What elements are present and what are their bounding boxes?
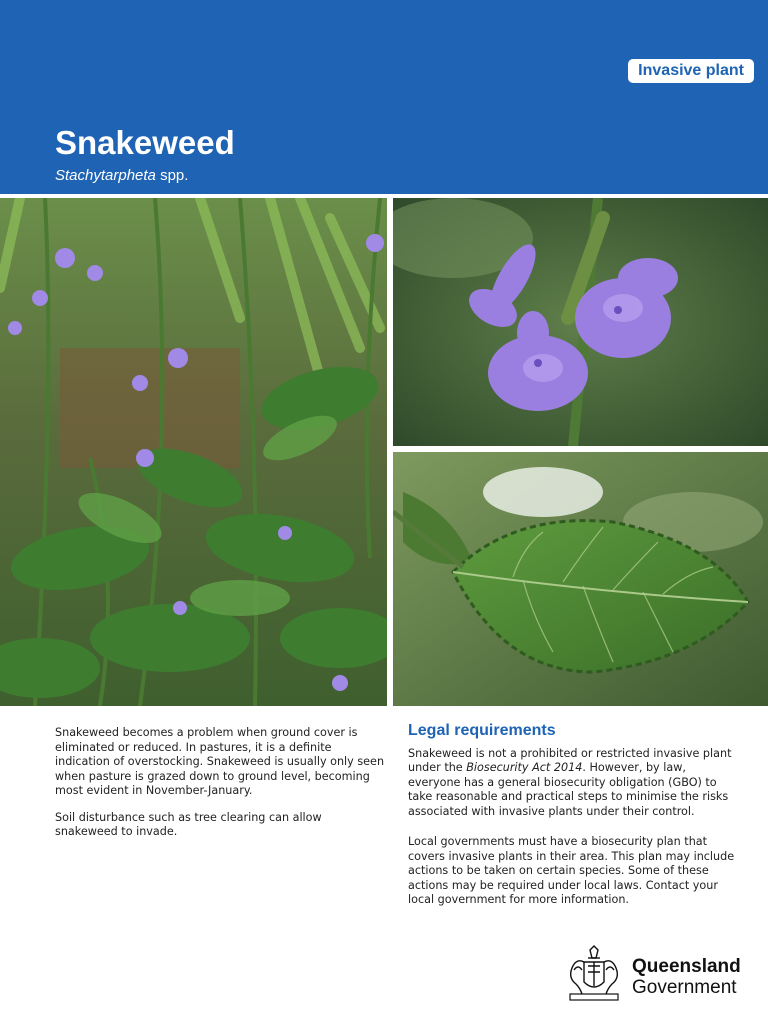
logo-line-government: Government [632, 977, 737, 998]
legal-paragraph-1 [408, 747, 738, 820]
legal-text-part-b: . However, by law, everyone has a general biosecurity obligation (GBO) to take reasonable and practical steps to minimise the risks associated with invasive plants under their control. [408, 761, 729, 818]
legal-heading: Legal requirements [408, 722, 556, 739]
flowering-plant-photo-icon [0, 198, 387, 706]
intro-column [55, 726, 385, 852]
flower-closeup-photo [393, 198, 768, 446]
act-name: Biosecurity Act 2014 [466, 761, 583, 774]
legal-column [408, 724, 738, 924]
scientific-name [55, 167, 188, 184]
queensland-coat-of-arms-icon [562, 944, 626, 1004]
logo-wordmark [632, 956, 741, 998]
plant-clump-photo [0, 198, 387, 706]
leaf-closeup-photo [393, 452, 768, 706]
intro-paragraph-2: Soil disturbance such as tree clearing can allow snakeweed to invade. [55, 810, 322, 838]
qld-government-logo [562, 944, 752, 1004]
legal-text-part-a: Snakeweed is not a prohibited or restricted invasive plant under the [408, 746, 732, 774]
header-banner [0, 0, 768, 194]
logo-line-queensland: Queensland [632, 956, 741, 977]
purple-flower-photo-icon [393, 198, 768, 446]
species-suffix: spp. [155, 167, 189, 184]
legal-paragraph-2: Local governments must have a biosecurity plan that covers invasive plants in their area. This plan may include actions to be taken on certain species. Some of these actions may be required under local laws. Contact your local government for more information. [408, 835, 735, 906]
page-title: Snakeweed [55, 124, 235, 161]
genus-name: Stachytarpheta [55, 167, 156, 184]
category-badge: Invasive plant [628, 59, 754, 83]
intro-paragraph-1: Snakeweed becomes a problem when ground cover is eliminated or reduced. In pastures, it is a definite indication of overstocking. Snakeweed is usually only seen when pasture is grazed down to ground level, becoming most evident in November-January. [55, 726, 385, 797]
serrated-leaf-photo-icon [393, 452, 768, 706]
